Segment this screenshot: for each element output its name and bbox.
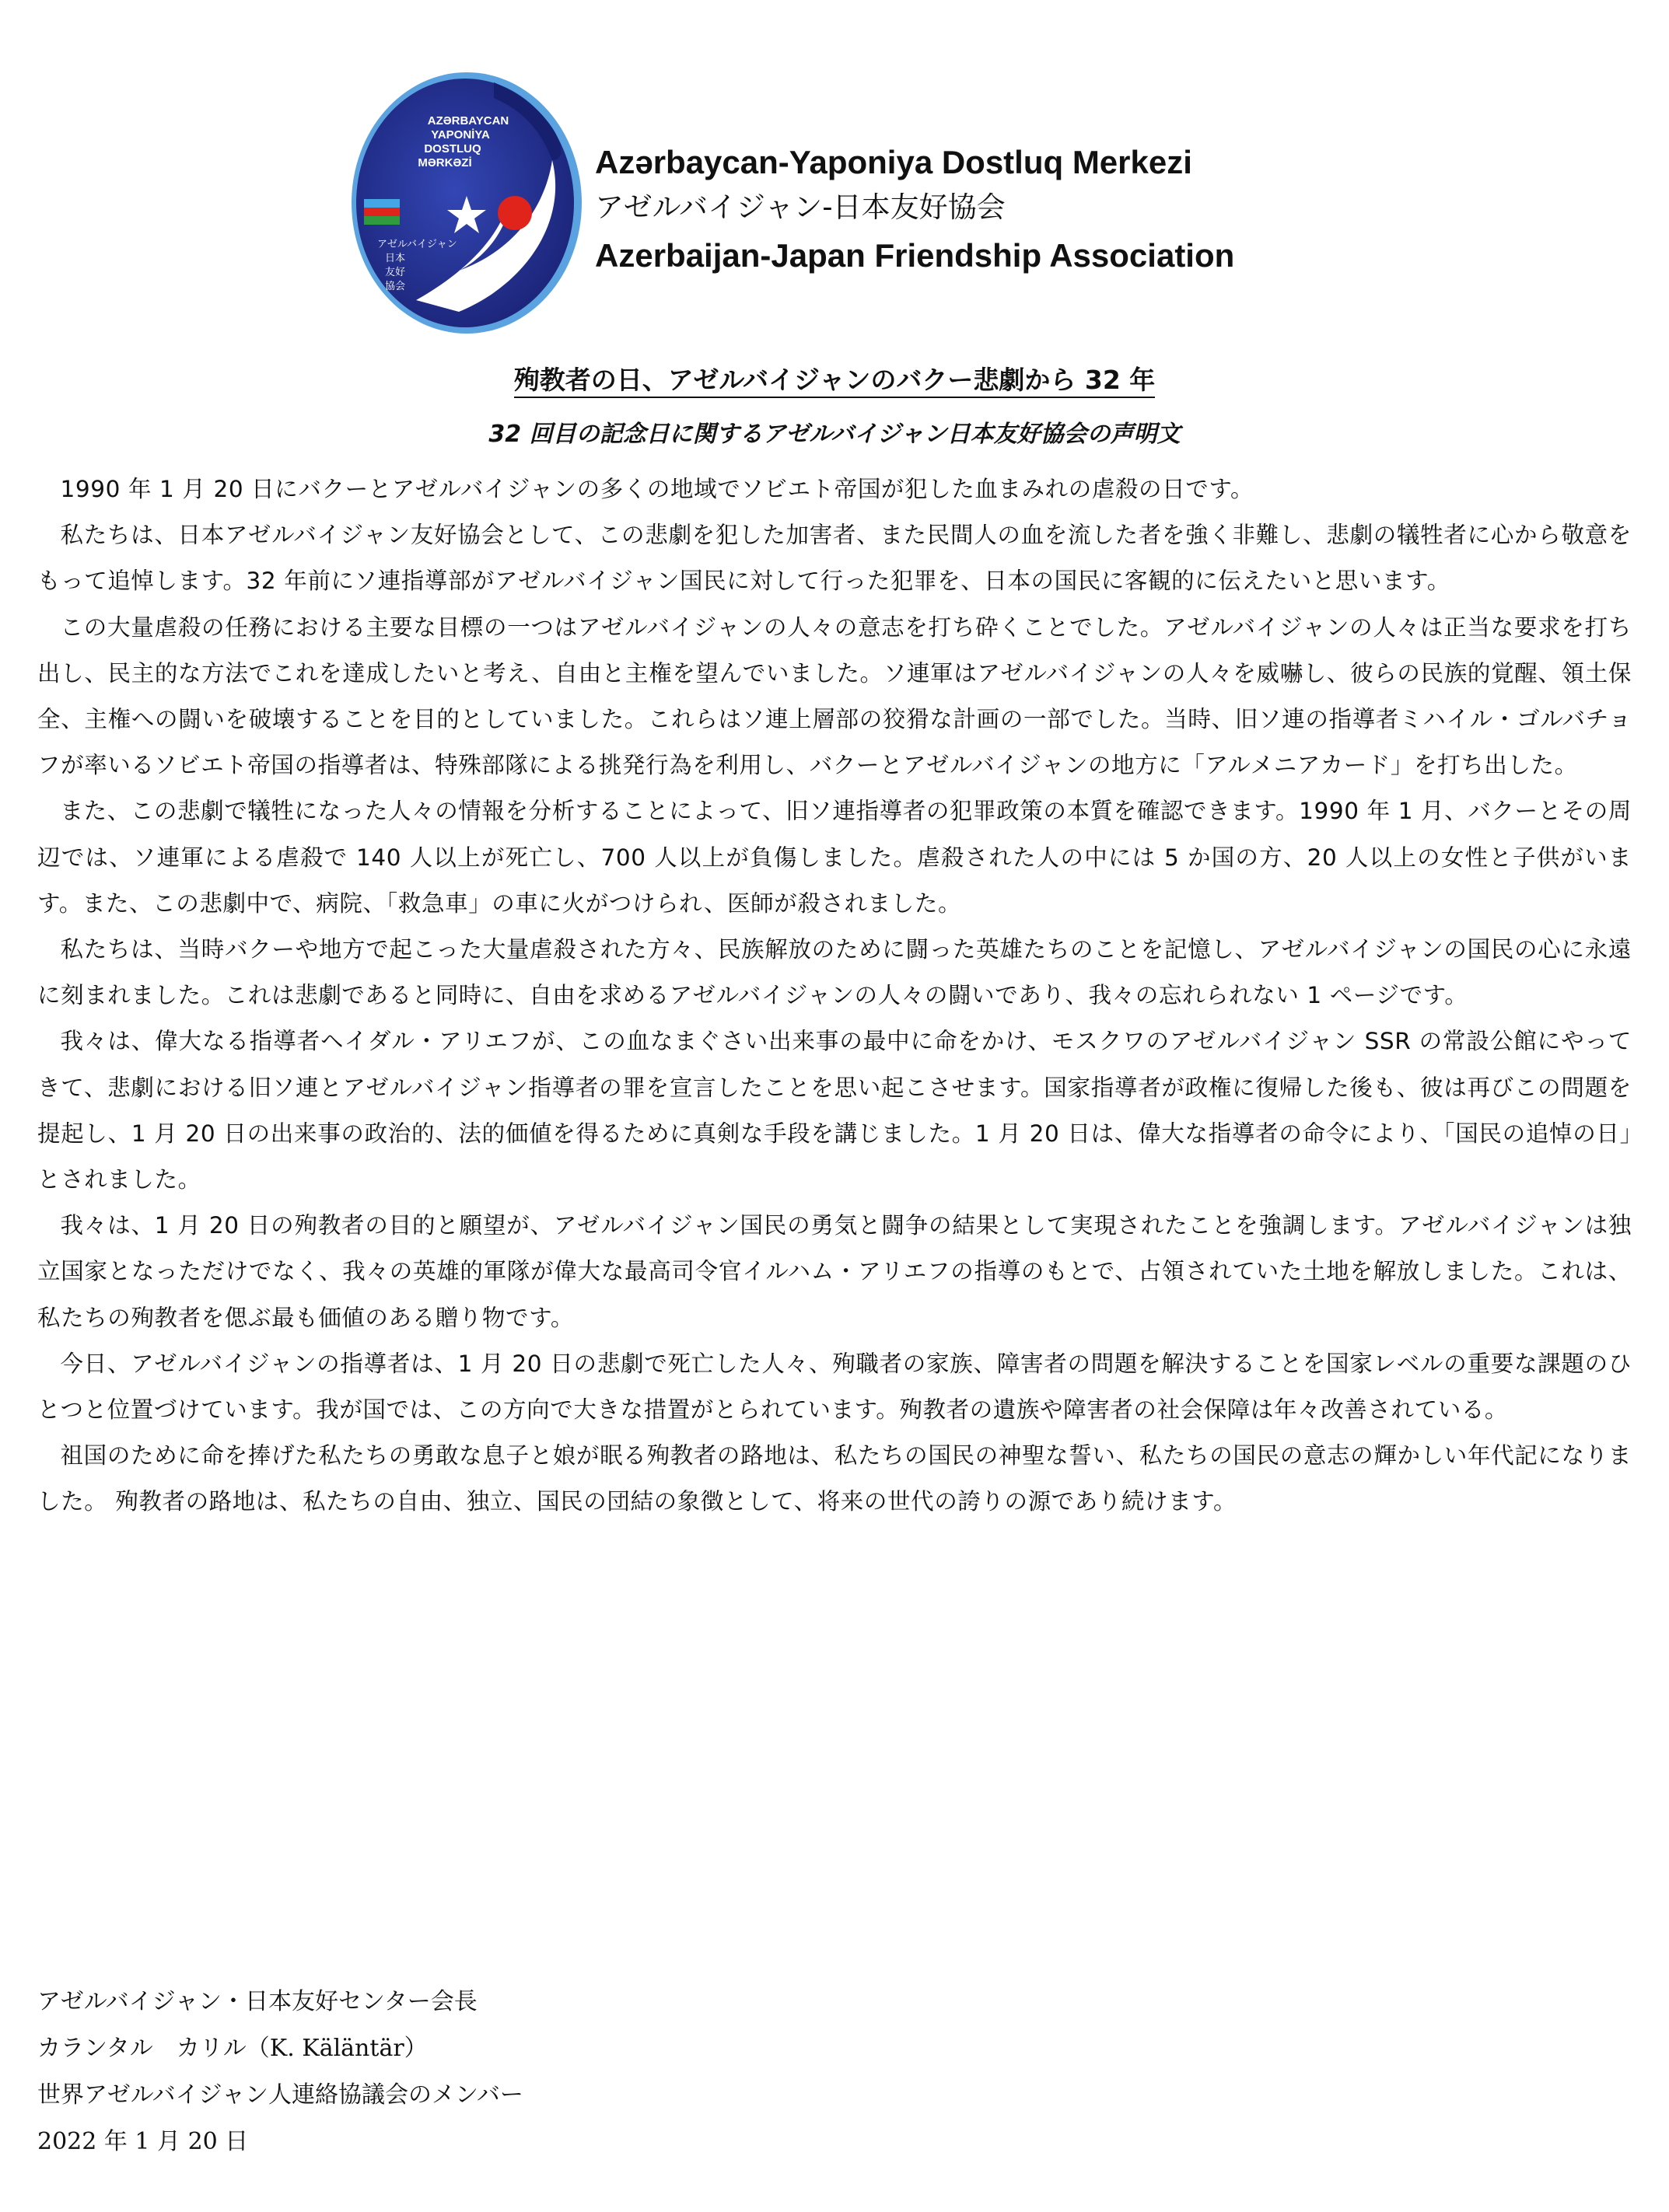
red-sun	[498, 196, 532, 230]
signature-block	[37, 1979, 1126, 2165]
paragraph: 私たちは、当時バクーや地方で起こった大量虐殺された方々、民族解放のために闘った英雄たちのことを記憶し、アゼルバイジャンの国民の心に永遠に刻まれました。これは悲劇であると同時に、自由を求めるアゼルバイジャンの人々の闘いであり、我々の忘れられない 1 ページです。	[37, 936, 1632, 1009]
organization-names	[595, 141, 1342, 278]
document-title-text: 殉教者の日、アゼルバイジャンのバクー悲劇から 32 年	[514, 365, 1156, 398]
statement-date: 2022 年 1 月 20 日	[37, 2128, 249, 2155]
document-title	[0, 362, 1669, 399]
org-name-en: Azerbaijan-Japan Friendship Association	[595, 237, 1235, 274]
paragraph: 今日、アゼルバイジャンの指導者は、1 月 20 日の悲劇で死亡した人々、殉職者の家族、障害者の問題を解決することを国家レベルの重要な課題のひとつと位置づけています。我が国では、この方向で大きな措置がとられています。殉教者の遺族や障害者の社会保障は年々改善されている。	[37, 1350, 1632, 1424]
paragraph: この大量虐殺の任務における主要な目標の一つはアゼルバイジャンの人々の意志を打ち砕くことでした。アゼルバイジャンの人々は正当な要求を打ち出し、民主的な方法でこれを達成したいと考え、自由と主権を望んでいました。ソ連軍はアゼルバイジャンの人々を威嚇し、彼らの民族的覚醒、領土保全、主権への闘いを破壊することを目的としていました。これらはソ連上層部の狡猾な計画の一部でした。当時、旧ソ連の指導者ミハイル・ゴルバチョフが率いるソビエト帝国の指導者は、特殊部隊による挑発行為を利用し、バクーとアゼルバイジャンの地方に「アルメニアカード」を打ち出した。	[37, 613, 1632, 779]
emblem-text-ja-3: 友好	[385, 267, 406, 278]
paragraph: また、この悲劇で犠牲になった人々の情報を分析することによって、旧ソ連指導者の犯罪政策の本質を確認できます。1990 年 1 月、バクーとその周辺では、ソ連軍による虐殺で 140 人以上が死亡し、700 人以上が負傷しました。虐殺された人の中には 5 か国の方、20 人以上の女性と子供がいます。また、この悲劇中で、病院、「救急車」の車に火がつけられ、医師が殺されました。	[37, 798, 1632, 917]
emblem-text-ja-2: 日本	[385, 253, 406, 264]
paragraph: 我々は、偉大なる指導者ヘイダル・アリエフが、この血なまぐさい出来事の最中に命をかけ、モスクワのアゼルバイジャン SSR の常設公館にやってきて、悲劇における旧ソ連とアゼルバイジャン指導者の罪を宣言したことを思い起こさせます。国家指導者が政権に復帰した後も、彼は再びこの問題を提起し、1 月 20 日の出来事の政治的、法的価値を得るために真剣な手段を講じました。1 月 20 日は、偉大な指導者の命令により、「国民の追悼の日」とされました。	[37, 1028, 1632, 1193]
letterhead	[342, 67, 1322, 339]
paragraph: 私たちは、日本アゼルバイジャン友好協会として、この悲劇を犯した加害者、また民間人の血を流した者を強く非難し、悲劇の犠牲者に心から敬意をもって追悼します。32 年前にソ連指導部がアゼルバイジャン国民に対して行った犯罪を、日本の国民に客観的に伝えたいと思います。	[37, 522, 1632, 595]
emblem-text-az-1: AZƏRBAYCAN	[427, 114, 509, 128]
association-logo	[342, 67, 591, 339]
emblem-text-az-3: DOSTLUQ	[424, 142, 481, 156]
signatory-membership: 世界アゼルバイジャン人連絡協議会のメンバー	[37, 2081, 523, 2109]
paragraph: 祖国のために命を捧げた私たちの勇敢な息子と娘が眠る殉教者の路地は、私たちの国民の神聖な誓い、私たちの国民の意志の輝かしい年代記になりました。 殉教者の路地は、私たちの自由、独立、国民の団結の象徴として、将来の世代の誇りの源であり続けます。	[37, 1442, 1632, 1515]
statement-body	[37, 467, 1632, 1525]
signatory-name: カランタル カリル（K. Käläntär）	[37, 2035, 428, 2062]
document-subtitle: 32 回目の記念日に関するアゼルバイジャン日本友好協会の声明文	[488, 421, 1181, 448]
paragraph: 我々は、1 月 20 日の殉教者の目的と願望が、アゼルバイジャン国民の勇気と闘争の結果として実現されたことを強調します。アゼルバイジャンは独立国家となっただけでなく、我々の英雄的軍隊が偉大な最高司令官イルハム・アリエフの指導のもとで、占領されていた土地を解放しました。これは、私たちの殉教者を偲ぶ最も価値のある贈り物です。	[37, 1212, 1632, 1331]
emblem-text-ja-1: アゼルバイジャン	[377, 239, 457, 250]
emblem-text-az-2: YAPONİYA	[431, 128, 490, 142]
emblem-text-ja-4: 協会	[385, 281, 406, 292]
org-name-az: Azərbaycan-Yaponiya Dostluq Merkezi	[595, 144, 1192, 180]
org-name-ja: アゼルバイジャン-日本友好協会	[595, 190, 1006, 224]
emblem-text-az-4: MƏRKƏZİ	[418, 156, 472, 169]
paragraph: 1990 年 1 月 20 日にバクーとアゼルバイジャンの多くの地域でソビエト帝国が犯した血まみれの虐殺の日です。	[60, 476, 1254, 502]
signatory-position: アゼルバイジャン・日本友好センター会長	[37, 1988, 478, 2015]
